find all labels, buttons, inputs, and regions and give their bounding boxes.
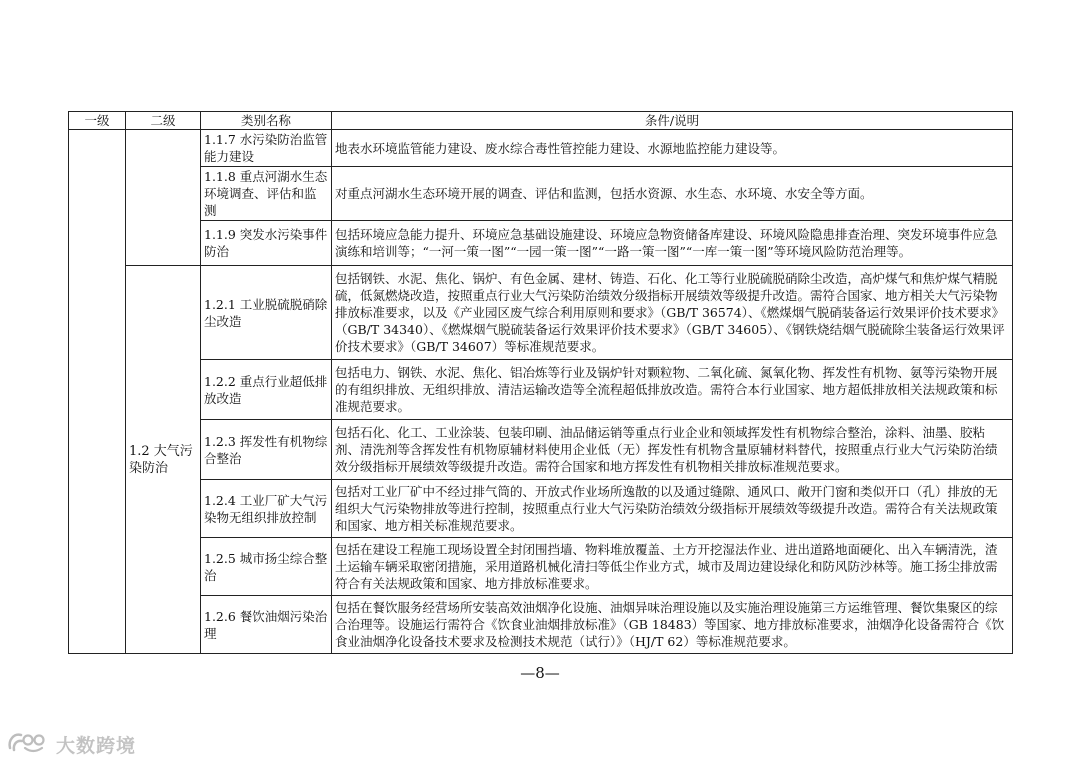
category-desc: 包括在建设工程施工现场设置全封闭围挡墙、物料堆放覆盖、土方开挖湿法作业、进出道路地面硬化、出入车辆清洗，渣土运输车辆采取密闭措施，采用道路机械化清扫等低尘作业方式，城市及周边建设绿化和防风防沙林等。施工扬尘排放需符合有关法规政策和国家、地方排放标准要求。: [332, 538, 1013, 596]
category-desc: 对重点河湖水生态环境开展的调查、评估和监测，包括水资源、水生态、水环境、水安全等方面。: [332, 167, 1013, 221]
category-desc: 包括石化、化工、工业涂装、包装印刷、油品储运销等重点行业企业和领域挥发性有机物综合整治，涂料、油墨、胶粘剂、清洗剂等含挥发性有机物原辅材料使用企业低（无）挥发性有机物含量原辅材料替代，按照重点行业大气污染防治绩效分级指标开展绩效等级提升改造。需符合国家和地方挥发性有机物相关排放标准规范要求。: [332, 420, 1013, 480]
table-row: [69, 360, 1013, 420]
header-level1: 一级: [69, 112, 126, 130]
table-row: [69, 596, 1013, 654]
table-row: [69, 167, 1013, 221]
table-row: [69, 480, 1013, 538]
category-name: 1.1.7 水污染防治监管能力建设: [201, 130, 332, 167]
category-desc: 包括环境应急能力提升、环境应急基础设施建设、环境应急物资储备库建设、环境风险隐患排查治理、突发环境事件应急演练和培训等；“一河一策一图”“一园一策一图”“一路一策一图”“一库一策一图”等环境风险防范治理等。: [332, 221, 1013, 266]
category-name: 1.2.1 工业脱硫脱硝除尘改造: [201, 266, 332, 360]
header-conditions: 条件/说明: [332, 112, 1013, 130]
level2-cell-1-1: [126, 130, 201, 266]
category-name: 1.1.8 重点河湖水生态环境调查、评估和监测: [201, 167, 332, 221]
table-row: [69, 130, 1013, 167]
category-desc: 包括对工业厂矿中不经过排气筒的、开放式作业场所逸散的以及通过缝隙、通风口、敞开门窗和类似开口（孔）排放的无组织大气污染物排放等进行控制，按照重点行业大气污染防治绩效分级指标开展绩效等级提升改造。需符合有关法规政策和国家、地方相关标准规范要求。: [332, 480, 1013, 538]
category-name: 1.2.3 挥发性有机物综合整治: [201, 420, 332, 480]
watermark: [6, 728, 136, 760]
category-desc: 包括在餐饮服务经营场所安装高效油烟净化设施、油烟异味治理设施以及实施治理设施第三方运维管理、餐饮集聚区的综合治理等。设施运行需符合《饮食业油烟排放标准》（GB 18483）等国家、地方排放标准要求，油烟净化设备需符合《饮食业油烟净化设备技术要求及检测技术规范（试行）》（HJ/T 62）等标准规范要求。: [332, 596, 1013, 654]
brand-logo-icon: [6, 728, 52, 760]
category-name: 1.2.6 餐饮油烟污染治理: [201, 596, 332, 654]
watermark-text: 大数跨境: [56, 734, 137, 757]
table-row: [69, 266, 1013, 360]
category-desc: 包括电力、钢铁、水泥、焦化、铝冶炼等行业及锅炉针对颗粒物、二氧化硫、氮氧化物、挥发性有机物、氨等污染物开展的有组织排放、无组织排放、清洁运输改造等全流程超低排放改造。需符合本行业国家、地方超低排放相关法规政策和标准规范要求。: [332, 360, 1013, 420]
table-row: [69, 420, 1013, 480]
category-desc: 地表水环境监管能力建设、废水综合毒性管控能力建设、水源地监控能力建设等。: [332, 130, 1013, 167]
table-header-row: [69, 112, 1013, 130]
category-name: 1.2.2 重点行业超低排放改造: [201, 360, 332, 420]
category-name: 1.1.9 突发水污染事件防治: [201, 221, 332, 266]
header-category-name: 类别名称: [201, 112, 332, 130]
category-desc: 包括钢铁、水泥、焦化、锅炉、有色金属、建材、铸造、石化、化工等行业脱硫脱硝除尘改造，高炉煤气和焦炉煤气精脱硫，低氮燃烧改造，按照重点行业大气污染防治绩效分级指标开展绩效等级提升改造。需符合国家、地方相关大气污染物排放标准要求，以及《产业园区废气综合利用原则和要求》（GB/T 36574）、《燃煤烟气脱硝装备运行效果评价技术要求》（GB/T 34340）、《燃煤烟气脱硫装备运行效果评价技术要求》（GB/T 34605）、《钢铁烧结烟气脱硫除尘装备运行效果评价技术要求》（GB/T 34607）等标准规范要求。: [332, 266, 1013, 360]
level2-cell-air-pollution: 1.2 大气污染防治: [126, 266, 201, 654]
page-number: —8—: [520, 664, 560, 682]
category-name: 1.2.5 城市扬尘综合整治: [201, 538, 332, 596]
category-name: 1.2.4 工业厂矿大气污染物无组织排放控制: [201, 480, 332, 538]
policy-table: [68, 111, 1013, 654]
header-level2: 二级: [126, 112, 201, 130]
level1-cell: [69, 130, 126, 654]
table-row: [69, 538, 1013, 596]
table-row: [69, 221, 1013, 266]
